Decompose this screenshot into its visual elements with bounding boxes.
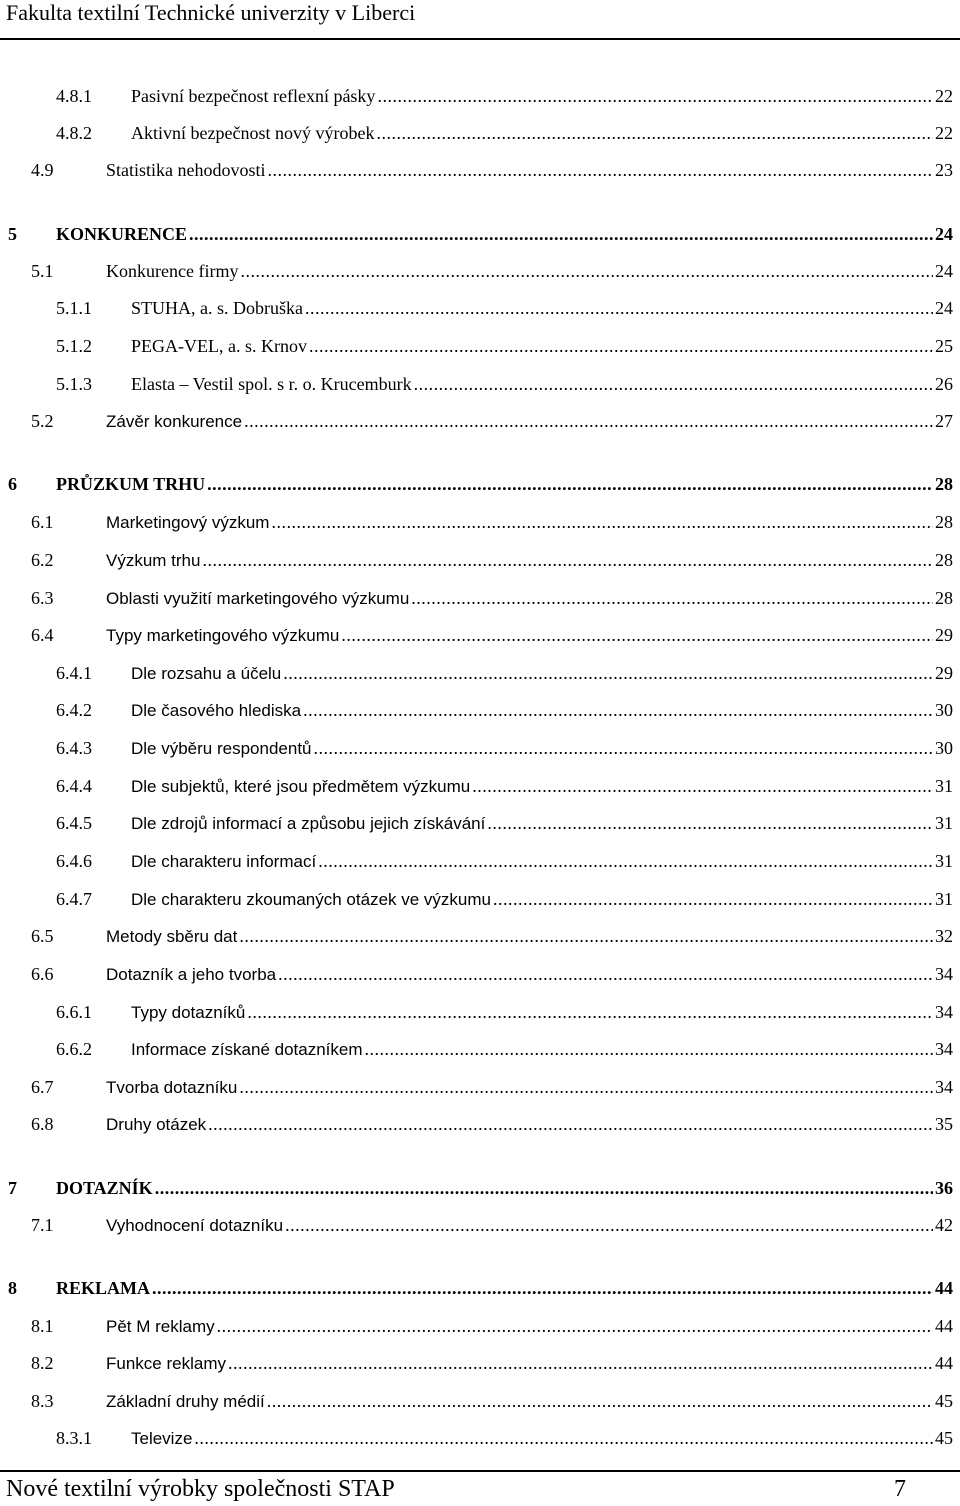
toc-entry[interactable]: [0, 1075, 953, 1099]
toc-entry-number: 6.8: [31, 1114, 54, 1134]
toc-entry-page: 45: [935, 1428, 953, 1448]
toc-entry-title: PRŮZKUM TRHU: [56, 474, 206, 494]
toc-entry-number: 6.4.2: [56, 700, 92, 720]
toc-entry-number: 6.1: [31, 512, 54, 532]
toc-leader-dots: [341, 623, 933, 647]
toc-entry-number: 6.4: [31, 625, 54, 645]
toc-entry[interactable]: [0, 334, 953, 358]
toc-entry-page: 34: [935, 1039, 953, 1059]
toc-leader-dots: [207, 472, 933, 496]
toc-entry-page: 24: [935, 224, 953, 244]
toc-entry[interactable]: [0, 84, 953, 108]
toc-entry[interactable]: [0, 1314, 953, 1338]
toc-leader-dots: [487, 811, 933, 835]
toc-leader-dots: [239, 924, 933, 948]
toc-entry-title: Dle časového hlediska: [131, 701, 302, 720]
toc-entry[interactable]: [0, 623, 953, 647]
toc-entry-number: 6.6: [31, 964, 54, 984]
toc-leader-dots: [314, 736, 933, 760]
toc-entry-number: 8.2: [31, 1353, 54, 1373]
toc-entry-number: 5: [8, 224, 17, 244]
toc-entry-number: 6.2: [31, 550, 54, 570]
toc-entry-title: Vyhodnocení dotazníku: [106, 1216, 284, 1235]
toc-entry[interactable]: [0, 1037, 953, 1061]
toc-leader-dots: [240, 259, 933, 283]
toc-entry[interactable]: [0, 409, 953, 433]
toc-entry-title: Typy marketingového výzkumu: [106, 626, 340, 645]
toc-leader-dots: [414, 372, 933, 396]
toc-entry-number: 6.5: [31, 926, 54, 946]
toc-entry[interactable]: [0, 586, 953, 610]
toc-entry-number: 8.3.1: [56, 1428, 92, 1448]
toc-entry[interactable]: [0, 158, 953, 182]
toc-leader-dots: [271, 510, 933, 534]
toc-entry-page: 22: [935, 86, 953, 106]
toc-entry-title: Funkce reklamy: [106, 1354, 226, 1373]
toc-entry-title: PEGA-VEL, a. s. Krnov: [131, 336, 307, 356]
toc-entry-number: 6.7: [31, 1077, 54, 1097]
toc-entry-page: 28: [935, 588, 953, 608]
toc-leader-dots: [309, 334, 933, 358]
header-divider: [0, 38, 960, 40]
toc-entry-page: 26: [935, 374, 953, 394]
toc-entry-number: 7.1: [31, 1215, 54, 1235]
toc-entry-page: 45: [935, 1391, 953, 1411]
toc-entry[interactable]: [0, 774, 953, 798]
toc-entry[interactable]: [0, 1389, 953, 1413]
toc-entry-title: Oblasti využití marketingového výzkumu: [106, 589, 410, 608]
toc-entry-title: Marketingový výzkum: [106, 513, 270, 532]
toc-entry-page: 34: [935, 1002, 953, 1022]
toc-entry-page: 28: [935, 550, 953, 570]
toc-entry-title: KONKURENCE: [56, 224, 188, 244]
toc-entry-number: 5.1.1: [56, 298, 92, 318]
toc-entry-title: Dle výběru respondentů: [131, 739, 312, 758]
footer-page-number: 7: [894, 1476, 906, 1502]
toc-entry-page: 29: [935, 663, 953, 683]
toc-entry-page: 27: [935, 411, 953, 431]
toc-leader-dots: [152, 1276, 933, 1300]
toc-entry-number: 6.4.5: [56, 813, 92, 833]
toc-entry-number: 5.1.2: [56, 336, 92, 356]
toc-entry[interactable]: [0, 887, 953, 911]
toc-entry[interactable]: [0, 924, 953, 948]
toc-entry-page: 30: [935, 700, 953, 720]
header-title: Fakulta textilní Technické univerzity v Liberci: [6, 0, 416, 25]
toc-entry-page: 31: [935, 889, 953, 909]
toc-leader-dots: [303, 698, 933, 722]
toc-entry-title: DOTAZNÍK: [56, 1178, 153, 1198]
toc-entry-page: 23: [935, 160, 953, 180]
toc-entry[interactable]: [0, 510, 953, 534]
toc-entry-number: 8.1: [31, 1316, 54, 1336]
toc-entry-title: Televize: [131, 1429, 193, 1448]
toc-entry[interactable]: [0, 121, 953, 145]
toc-entry-page: 22: [935, 123, 953, 143]
toc-entry-number: 6.4.4: [56, 776, 92, 796]
toc-leader-dots: [194, 1426, 933, 1450]
toc-entry-page: 44: [935, 1278, 953, 1298]
toc-entry-number: 6.4.3: [56, 738, 92, 758]
toc-entry-page: 36: [935, 1178, 953, 1198]
toc-leader-dots: [305, 296, 933, 320]
toc-entry[interactable]: [0, 259, 953, 283]
toc-entry[interactable]: [0, 698, 953, 722]
toc-entry-page: 28: [935, 474, 953, 494]
toc-entry-title: Dle charakteru zkoumaných otázek ve výzkumu: [131, 890, 491, 909]
toc-entry-title: Druhy otázek: [106, 1115, 207, 1134]
toc-entry-number: 8.3: [31, 1391, 54, 1411]
toc-entry-number: 4.9: [31, 160, 54, 180]
toc-entry-page: 25: [935, 336, 953, 356]
toc-leader-dots: [493, 887, 933, 911]
page-header: [6, 0, 956, 36]
toc-entry-page: 44: [935, 1353, 953, 1373]
toc-entry-number: 5.1: [31, 261, 54, 281]
toc-entry[interactable]: [0, 372, 953, 396]
toc-entry-title: Informace získané dotazníkem: [131, 1040, 363, 1059]
toc-entry-title: Dle zdrojů informací a způsobu jejich získávání: [131, 814, 486, 833]
toc-entry-title: Aktivní bezpečnost nový výrobek: [131, 123, 375, 143]
toc-entry-page: 42: [935, 1215, 953, 1235]
toc-entry-title: Tvorba dotazníku: [106, 1078, 238, 1097]
toc-leader-dots: [244, 409, 933, 433]
toc-entry-number: 6: [8, 474, 17, 494]
toc-leader-dots: [155, 1176, 933, 1200]
toc-entry-title: Dle charakteru informací: [131, 852, 317, 871]
toc-leader-dots: [376, 121, 933, 145]
toc-chapter-entry[interactable]: [0, 222, 953, 246]
toc-entry-page: 32: [935, 926, 953, 946]
toc-entry-title: STUHA, a. s. Dobruška: [131, 298, 303, 318]
toc-leader-dots: [318, 849, 933, 873]
toc-leader-dots: [278, 962, 933, 986]
toc-entry-title: Elasta – Vestil spol. s r. o. Krucemburk: [131, 374, 412, 394]
toc-entry-number: 6.6.1: [56, 1002, 92, 1022]
toc-entry-page: 24: [935, 298, 953, 318]
toc-entry-title: REKLAMA: [56, 1278, 150, 1298]
toc-entry[interactable]: [0, 1213, 953, 1237]
toc-entry-title: Výzkum trhu: [106, 551, 201, 570]
toc-entry-title: Základní druhy médií: [106, 1392, 265, 1411]
toc-entry-page: 34: [935, 1077, 953, 1097]
toc-entry-page: 28: [935, 512, 953, 532]
toc-entry[interactable]: [0, 736, 953, 760]
toc-entry-page: 24: [935, 261, 953, 281]
toc-entry-title: Konkurence firmy: [106, 261, 239, 281]
footer-divider: [0, 1470, 960, 1472]
toc-leader-dots: [202, 548, 933, 572]
footer-text: Nové textilní výrobky společnosti STAP: [6, 1476, 395, 1502]
toc-chapter-entry[interactable]: [0, 1176, 953, 1200]
toc-leader-dots: [472, 774, 933, 798]
page-footer: [6, 1474, 956, 1504]
toc-leader-dots: [365, 1037, 933, 1061]
toc-leader-dots: [377, 84, 933, 108]
toc-entry[interactable]: [0, 1112, 953, 1136]
toc-entry-number: 6.4.7: [56, 889, 92, 909]
toc-entry[interactable]: [0, 1426, 953, 1450]
toc-leader-dots: [268, 158, 934, 182]
toc-leader-dots: [285, 1213, 933, 1237]
toc-entry-title: Typy dotazníků: [131, 1003, 246, 1022]
toc-entry-title: Metody sběru dat: [106, 927, 238, 946]
toc-entry[interactable]: [0, 296, 953, 320]
toc-entry-title: Pět M reklamy: [106, 1317, 215, 1336]
toc-entry-page: 35: [935, 1114, 953, 1134]
toc-entry-page: 31: [935, 851, 953, 871]
toc-entry[interactable]: [0, 548, 953, 572]
toc-entry-page: 34: [935, 964, 953, 984]
toc-leader-dots: [217, 1314, 933, 1338]
toc-entry-title: Dotazník a jeho tvorba: [106, 965, 277, 984]
toc-leader-dots: [283, 661, 933, 685]
toc-entry-number: 6.4.6: [56, 851, 92, 871]
toc-entry-page: 29: [935, 625, 953, 645]
toc-entry-title: Pasivní bezpečnost reflexní pásky: [131, 86, 376, 106]
toc-entry-number: 6.6.2: [56, 1039, 92, 1059]
toc-entry[interactable]: [0, 1351, 953, 1375]
toc-entry-number: 6.4.1: [56, 663, 92, 683]
toc-entry-page: 31: [935, 776, 953, 796]
toc-entry[interactable]: [0, 849, 953, 873]
toc-entry-number: 5.2: [31, 411, 54, 431]
toc-entry-page: 44: [935, 1316, 953, 1336]
toc-leader-dots: [267, 1389, 933, 1413]
toc-entry-title: Dle rozsahu a účelu: [131, 664, 282, 683]
toc-entry-page: 30: [935, 738, 953, 758]
toc-entry-page: 31: [935, 813, 953, 833]
toc-entry[interactable]: [0, 962, 953, 986]
toc-chapter-entry[interactable]: [0, 472, 953, 496]
toc-leader-dots: [247, 1000, 933, 1024]
toc-entry-title: Dle subjektů, které jsou předmětem výzkumu: [131, 777, 471, 796]
toc-entry-title: Statistika nehodovosti: [106, 160, 266, 180]
toc-entry[interactable]: [0, 661, 953, 685]
toc-entry[interactable]: [0, 1000, 953, 1024]
toc-entry-number: 5.1.3: [56, 374, 92, 394]
toc-leader-dots: [189, 222, 933, 246]
toc-chapter-entry[interactable]: [0, 1276, 953, 1300]
toc-leader-dots: [208, 1112, 933, 1136]
toc-entry-title: Závěr konkurence: [106, 412, 243, 431]
toc-entry-number: 4.8.2: [56, 123, 92, 143]
toc-leader-dots: [228, 1351, 933, 1375]
toc-entry-number: 4.8.1: [56, 86, 92, 106]
toc-entry-number: 7: [8, 1178, 17, 1198]
toc-entry-number: 8: [8, 1278, 17, 1298]
toc-leader-dots: [239, 1075, 933, 1099]
toc-entry-number: 6.3: [31, 588, 54, 608]
toc-leader-dots: [411, 586, 933, 610]
toc-entry[interactable]: [0, 811, 953, 835]
